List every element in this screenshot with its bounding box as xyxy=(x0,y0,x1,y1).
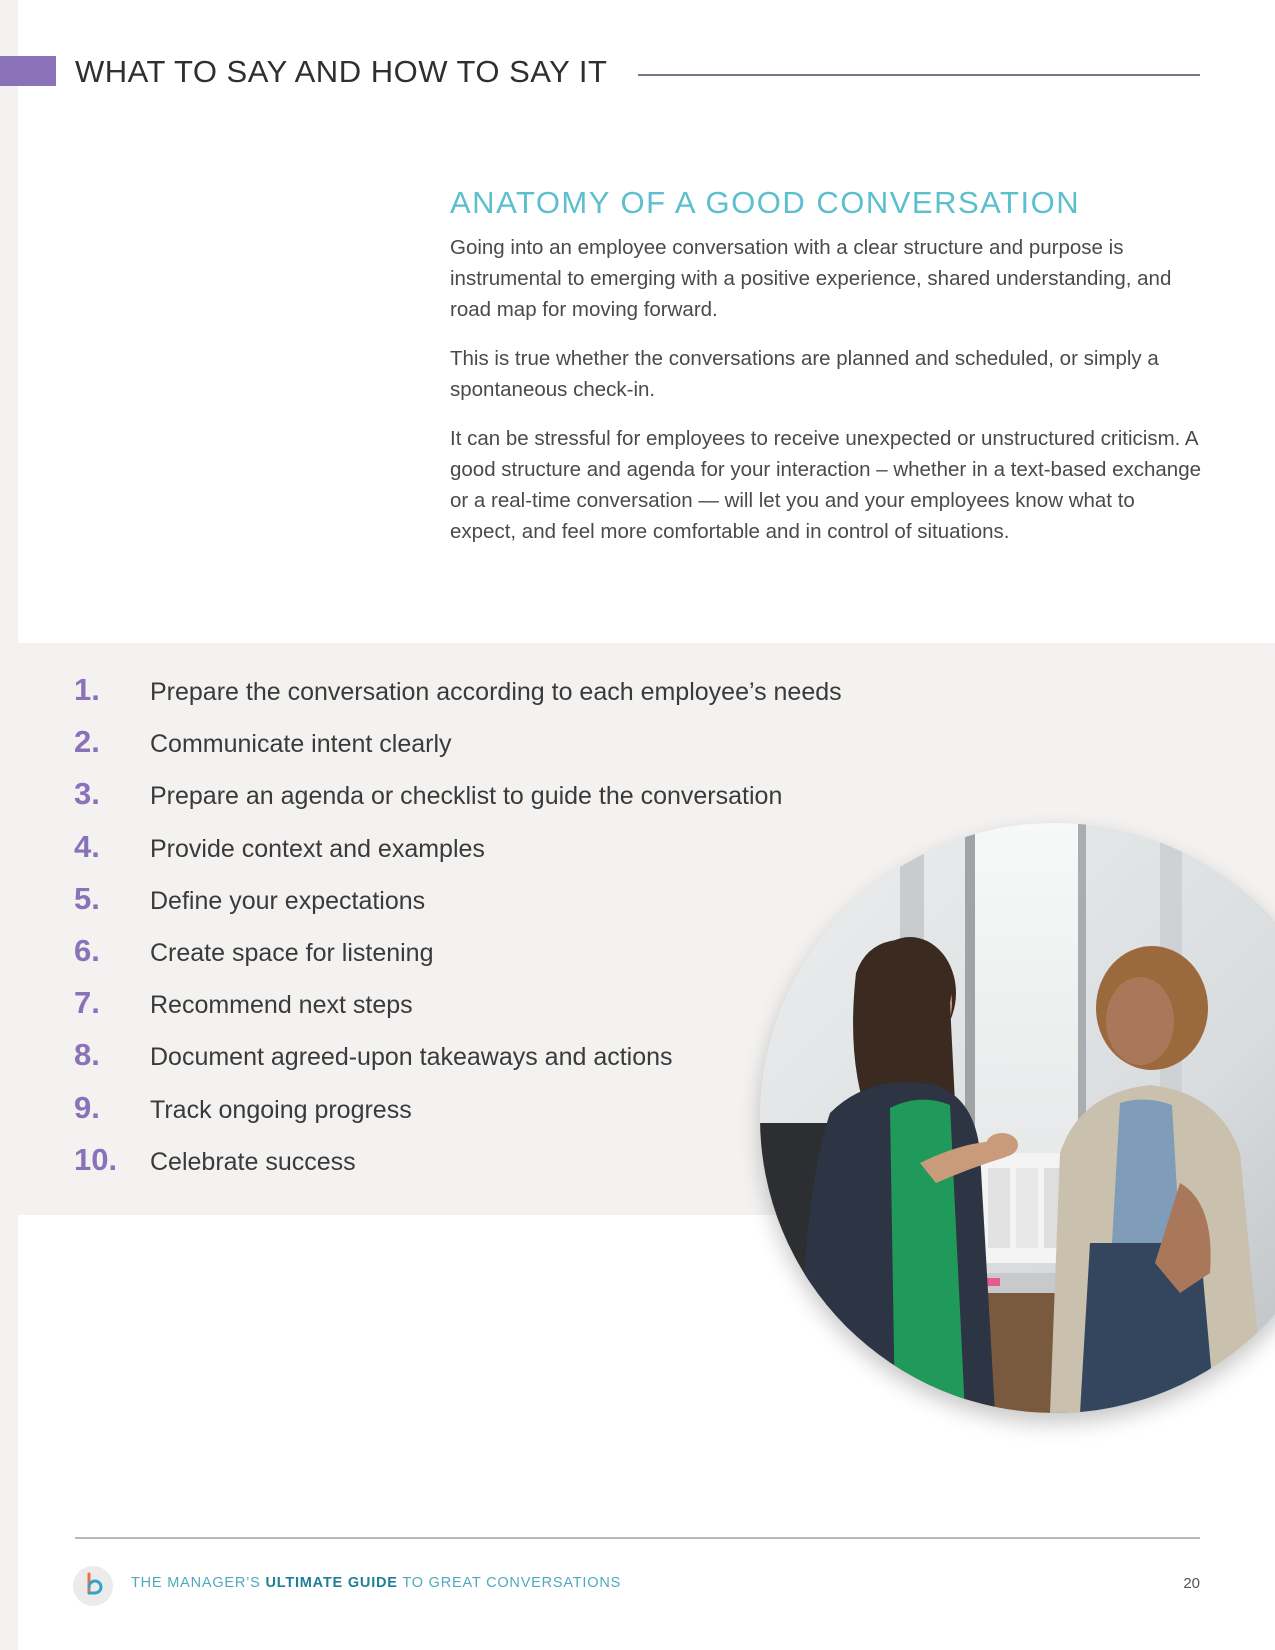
left-margin-strip xyxy=(0,0,18,1650)
step-text: Create space for listening xyxy=(150,938,434,967)
step-number: 6. xyxy=(74,932,100,968)
step-item xyxy=(74,829,842,881)
step-number: 7. xyxy=(74,985,100,1021)
step-text: Document agreed-upon takeaways and actions xyxy=(150,1043,673,1072)
step-item xyxy=(74,672,842,724)
footer-guide-strong: ULTIMATE GUIDE xyxy=(265,1575,398,1591)
step-item xyxy=(74,881,842,933)
page-number: 20 xyxy=(1183,1575,1200,1592)
step-item xyxy=(74,1142,842,1194)
b-logo-icon xyxy=(73,1566,113,1606)
intro-paragraph: Going into an employee conversation with a clear structure and purpose is instrumental to emerging with a positive experience, shared understanding, and road map for moving forward. xyxy=(450,236,1172,321)
section-accent-tab xyxy=(0,56,56,86)
section-title-rule xyxy=(638,74,1200,76)
step-text: Communicate intent clearly xyxy=(150,730,452,759)
footer-guide-suffix: TO GREAT CONVERSATIONS xyxy=(397,1575,622,1591)
step-text: Recommend next steps xyxy=(150,991,413,1020)
footer-rule xyxy=(75,1537,1200,1539)
step-number: 9. xyxy=(74,1089,100,1125)
step-number: 5. xyxy=(74,880,100,916)
step-item xyxy=(74,776,842,828)
step-item xyxy=(74,724,842,776)
step-number: 4. xyxy=(74,828,100,864)
step-number: 10. xyxy=(74,1141,118,1177)
step-item xyxy=(74,933,842,985)
step-number: 8. xyxy=(74,1037,100,1073)
footer-guide-prefix: THE MANAGER’S xyxy=(131,1575,266,1591)
step-text: Prepare the conversation according to each employee’s needs xyxy=(150,678,842,706)
step-number: 2. xyxy=(74,724,100,760)
footer-guide-title xyxy=(131,1575,621,1591)
step-number: 1. xyxy=(74,672,100,707)
step-text: Provide context and examples xyxy=(150,834,485,863)
step-item xyxy=(74,985,842,1037)
intro-heading: ANATOMY OF A GOOD CONVERSATION xyxy=(450,185,1081,220)
step-text: Track ongoing progress xyxy=(150,1095,412,1124)
step-item xyxy=(74,1090,842,1142)
step-text: Celebrate success xyxy=(150,1147,356,1176)
step-text: Define your expectations xyxy=(150,886,426,915)
step-item xyxy=(74,1037,842,1089)
step-text: Prepare an agenda or checklist to guide the conversation xyxy=(150,782,783,811)
step-number: 3. xyxy=(74,776,100,812)
section-title: WHAT TO SAY AND HOW TO SAY IT xyxy=(75,54,608,89)
intro-paragraph: It can be stressful for employees to receive unexpected or unstructured criticism. A good structure and agenda for your interaction – whether in a text-based exchange or a real-time conversation — will let you and your employees know what to expect, and feel more comfortable and in control of situations. xyxy=(450,427,1202,543)
steps-list xyxy=(74,672,842,1194)
intro-paragraph: This is true whether the conversations are planned and scheduled, or simply a spontaneous check-in. xyxy=(450,347,1159,401)
intro-body xyxy=(450,232,1202,565)
